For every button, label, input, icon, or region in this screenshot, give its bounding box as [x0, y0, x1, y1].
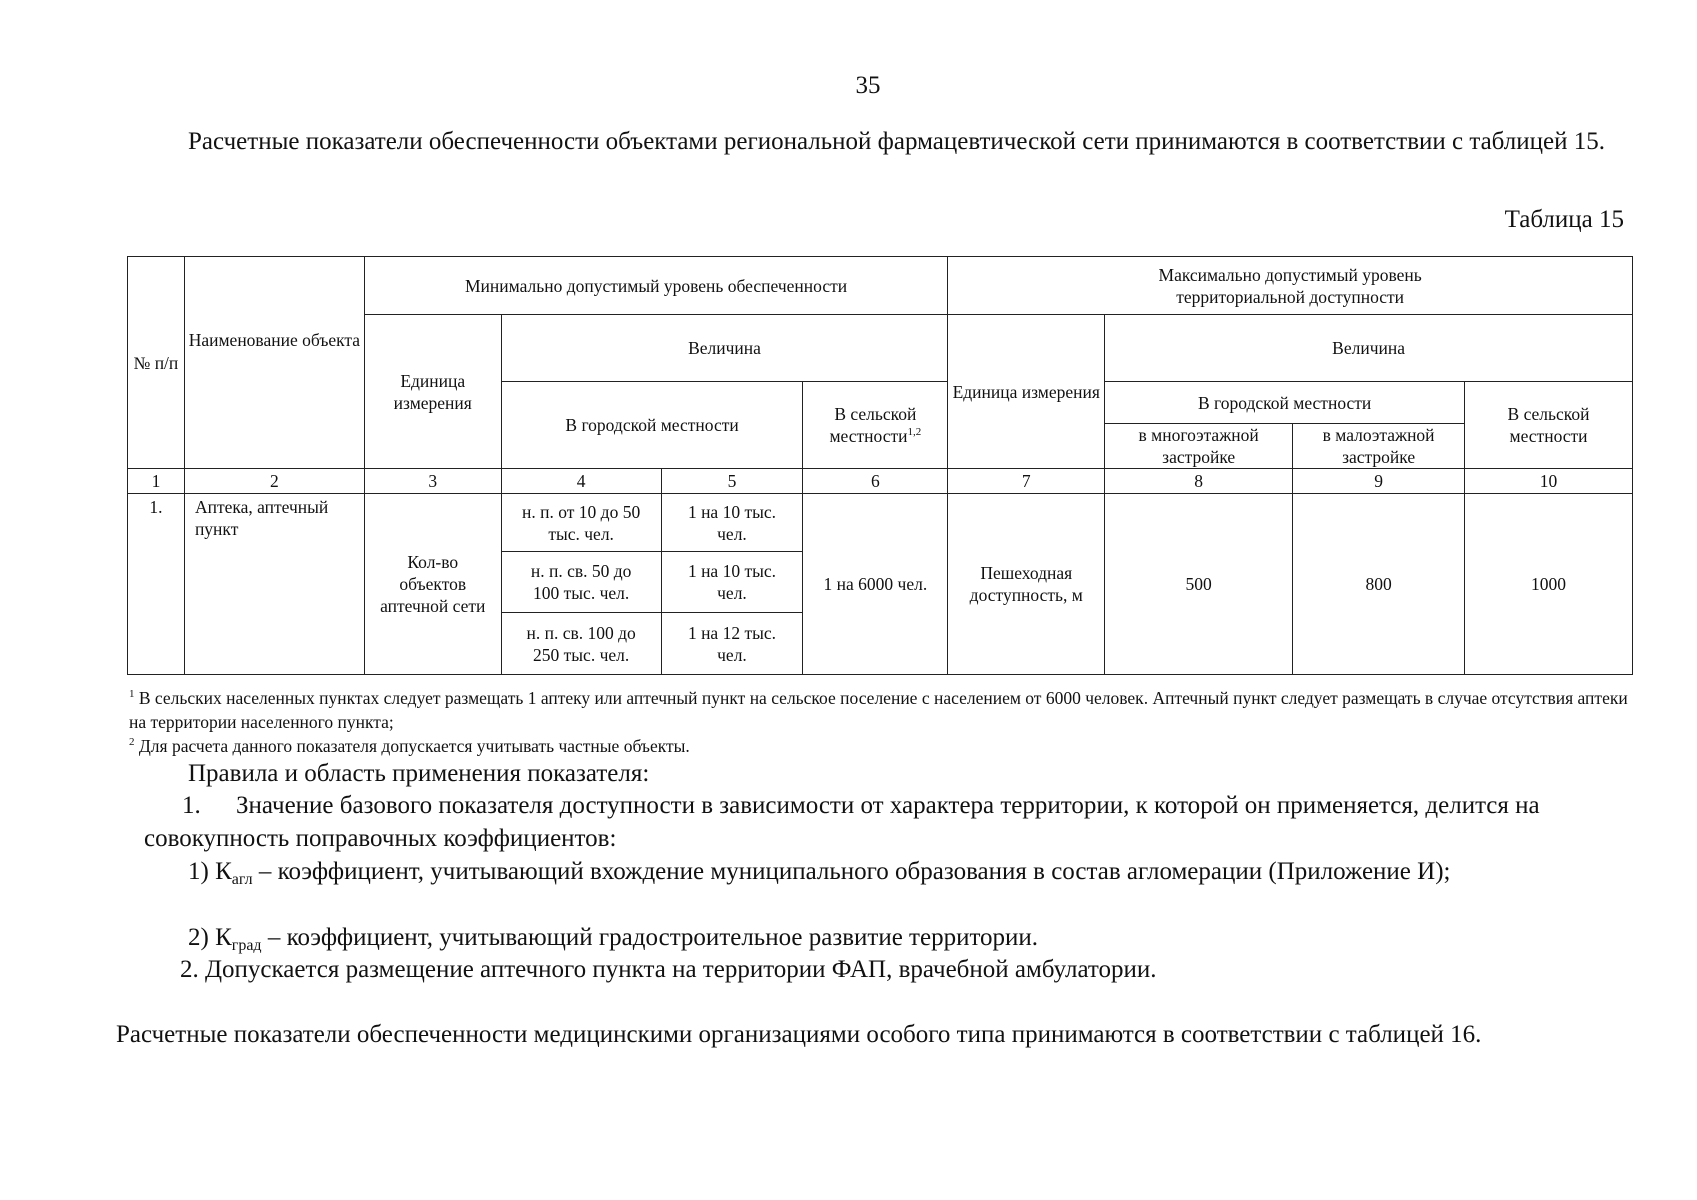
row-low-rise: 800	[1293, 494, 1465, 675]
row-unit: Кол-во объектов аптечной сети	[364, 494, 501, 675]
col-num-8: 8	[1105, 469, 1293, 494]
coefficient-2: 2) $К_{град}$ – коэффициент, учитывающий градостроительное развитие территории.	[188, 924, 1039, 954]
row-norm-1: 1 на 10 тыс. чел.	[661, 494, 803, 552]
header-object-name: Наименование объекта	[184, 257, 364, 469]
header-multi-storey: в многоэтажной застройке	[1105, 424, 1293, 469]
row-object-name: Аптека, аптечный пункт	[184, 494, 364, 675]
header-max-level: Максимально допустимый уровень территориальной доступности	[948, 257, 1633, 315]
coefficient-1: 1) $К_{агл}$ – коэффициент, учитывающий вхождение муниципального образования в состав агломерации (Приложение И);	[188, 858, 1451, 888]
row-multi-storey: 500	[1105, 494, 1293, 675]
header-urban-max: В городской местности	[1105, 382, 1465, 424]
column-number-row	[128, 469, 1633, 494]
rules-item-1-number: 1.	[182, 792, 201, 819]
header-urban-min: В городской местности	[501, 382, 803, 469]
col-num-1: 1	[128, 469, 185, 494]
row-range-2: н. п. св. 50 до 100 тыс. чел.	[501, 552, 661, 613]
rules-item-1: Значение базового показателя доступности в зависимости от характера территории, к которой он применяется, делится на совокупность поправочных коэффициентов:	[144, 792, 1540, 852]
header-number: № п/п	[128, 257, 185, 469]
col-num-4: 4	[501, 469, 661, 494]
header-rural-min: В сельской местности$^{1,2}$	[803, 382, 948, 469]
row-number: 1.	[128, 494, 185, 675]
page-number: 35	[855, 72, 881, 99]
outro-paragraph: Расчетные показатели обеспеченности медицинскими организациями особого типа принимаются в соответствии с таблицей 16.	[116, 1021, 1482, 1048]
rules-heading: Правила и область применения показателя:	[188, 760, 650, 787]
row-rural: 1 на 6000 чел.	[803, 494, 948, 675]
col-num-2: 2	[184, 469, 364, 494]
table-15	[127, 256, 1633, 675]
header-value-min: Величина	[501, 315, 948, 382]
row-norm-3: 1 на 12 тыс. чел.	[661, 613, 803, 675]
table-caption: Таблица 15	[1504, 206, 1624, 233]
col-num-9: 9	[1293, 469, 1465, 494]
col-num-5: 5	[661, 469, 803, 494]
rules-item-2: 2. Допускается размещение аптечного пункта на территории ФАП, врачебной амбулатории.	[180, 956, 1157, 983]
footnote-1: $^1$ В сельских населенных пунктах следует размещать 1 аптеку или аптечный пункт на сельское поселение с населением от 6000 человек. Аптечный пункт следует размещать в случае отсутствия аптеки на территории населенного пункта;	[129, 688, 1628, 732]
row-rural-access: 1000	[1465, 494, 1633, 675]
row-norm-2: 1 на 10 тыс. чел.	[661, 552, 803, 613]
row-range-1: н. п. от 10 до 50 тыс. чел.	[501, 494, 661, 552]
intro-paragraph: Расчетные показатели обеспеченности объектами региональной фармацевтической сети принимаются в соответствии с таблицей 15.	[188, 128, 1605, 155]
col-num-6: 6	[803, 469, 948, 494]
col-num-3: 3	[364, 469, 501, 494]
col-num-10: 10	[1465, 469, 1633, 494]
header-unit-max: Единица измерения	[948, 315, 1105, 469]
header-value-max: Величина	[1105, 315, 1633, 382]
footnote-ref: 1,2	[907, 426, 922, 439]
header-low-rise: в малоэтажной застройке	[1293, 424, 1465, 469]
footnote-2: $^2$ Для расчета данного показателя допускается учитывать частные объекты.	[129, 736, 690, 756]
row-range-3: н. п. св. 100 до 250 тыс. чел.	[501, 613, 661, 675]
header-min-level: Минимально допустимый уровень обеспеченности	[364, 257, 948, 315]
header-rural-max: В сельской местности	[1465, 382, 1633, 469]
col-num-7: 7	[948, 469, 1105, 494]
row-access-unit: Пешеходная доступность, м	[948, 494, 1105, 675]
header-unit-min: Единица измерения	[364, 315, 501, 469]
table-row	[128, 494, 1633, 552]
